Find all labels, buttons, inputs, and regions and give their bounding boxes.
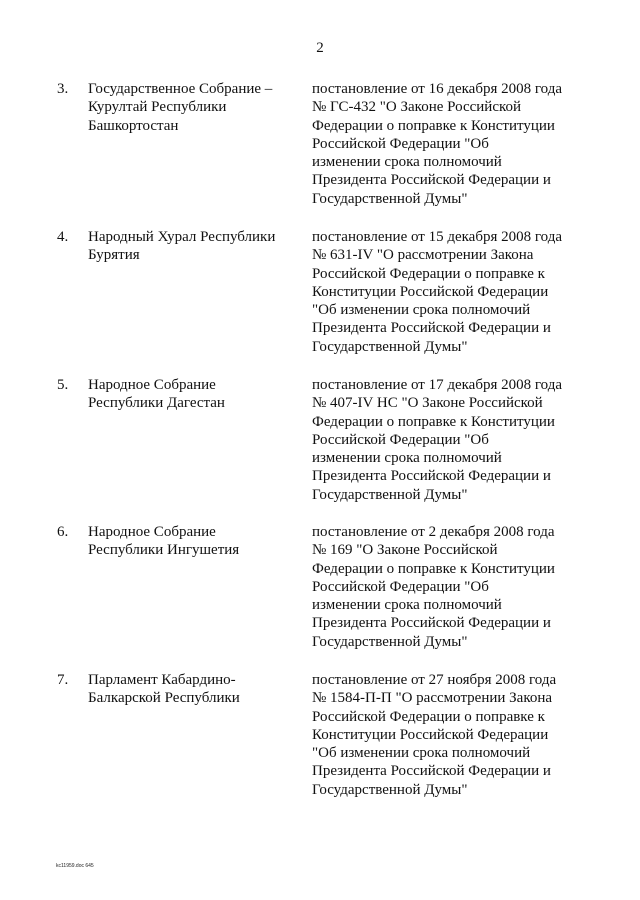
doc-line: Российской Федерации о поправке к (312, 265, 545, 282)
org-line: Народное Собрание (88, 377, 216, 393)
doc-line: изменении срока полномочий (312, 450, 502, 467)
resolution-description (312, 80, 602, 208)
resolution-description (312, 228, 602, 356)
file-reference-footer: kc11959.doc 645 (56, 863, 94, 869)
resolution-description (312, 376, 602, 504)
doc-line: Конституции Российской Федерации (312, 283, 549, 300)
doc-line: Государственной Думы" (312, 633, 468, 650)
org-line: Курултай Республики (88, 99, 227, 116)
doc-line: изменении срока полномочий (312, 597, 502, 614)
organization-name (88, 80, 298, 135)
doc-line: Президента Российской Федерации и (312, 468, 551, 485)
doc-line: Государственной Думы" (312, 486, 468, 503)
org-line: Бурятия (88, 247, 140, 264)
resolution-description (312, 523, 602, 651)
org-line: Парламент Кабардино- (88, 672, 236, 688)
entry-number: 5. (57, 377, 69, 393)
doc-line: постановление от 15 декабря 2008 года (312, 229, 563, 245)
doc-line: постановление от 17 декабря 2008 года (312, 377, 563, 393)
doc-line: Государственной Думы" (312, 190, 468, 207)
org-line: Балкарской Республики (88, 690, 240, 707)
doc-line: Российской Федерации "Об (312, 578, 489, 595)
doc-line: Президента Российской Федерации и (312, 615, 551, 632)
doc-line: № 631-IV "О рассмотрении Закона (312, 247, 534, 264)
entry-number: 6. (57, 524, 69, 540)
doc-line: постановление от 2 декабря 2008 года (312, 524, 555, 540)
doc-line: Российской Федерации "Об (312, 135, 489, 152)
doc-line: Государственной Думы" (312, 338, 468, 355)
entry-number: 4. (57, 229, 69, 245)
doc-line: Государственной Думы" (312, 781, 468, 798)
resolution-description (312, 671, 602, 799)
doc-line: постановление от 16 декабря 2008 года (312, 81, 563, 97)
doc-line: Президента Российской Федерации и (312, 172, 551, 189)
doc-line: № 169 "О Законе Российской (312, 542, 498, 559)
doc-line: изменении срока полномочий (312, 154, 502, 171)
doc-line: Федерации о поправке к Конституции (312, 413, 555, 430)
org-line: Государственное Собрание – (88, 81, 273, 97)
page-number: 2 (316, 40, 324, 56)
org-line: Народный Хурал Республики (88, 229, 276, 245)
doc-line: Президента Российской Федерации и (312, 763, 551, 780)
entry-number: 3. (57, 81, 69, 97)
doc-line: Конституции Российской Федерации (312, 726, 549, 743)
doc-line: № 1584-П-П "О рассмотрении Закона (312, 690, 553, 707)
doc-line: Федерации о поправке к Конституции (312, 117, 555, 134)
doc-line: постановление от 27 ноября 2008 года (312, 672, 557, 688)
org-line: Республики Ингушетия (88, 542, 240, 559)
doc-line: "Об изменении срока полномочий (312, 302, 531, 319)
doc-line: "Об изменении срока полномочий (312, 745, 531, 762)
organization-name (88, 376, 298, 413)
organization-name (88, 523, 298, 560)
doc-line: Федерации о поправке к Конституции (312, 560, 555, 577)
org-line: Народное Собрание (88, 524, 216, 540)
org-line: Республики Дагестан (88, 395, 225, 412)
entry-number: 7. (57, 672, 69, 688)
doc-line: Российской Федерации о поправке к (312, 708, 545, 725)
doc-line: № ГС-432 "О Законе Российской (312, 99, 522, 116)
organization-name (88, 228, 298, 265)
doc-line: № 407-IV НС "О Законе Российской (312, 395, 543, 412)
org-line: Башкортостан (88, 117, 179, 134)
organization-name (88, 671, 298, 708)
doc-line: Российской Федерации "Об (312, 431, 489, 448)
doc-line: Президента Российской Федерации и (312, 320, 551, 337)
